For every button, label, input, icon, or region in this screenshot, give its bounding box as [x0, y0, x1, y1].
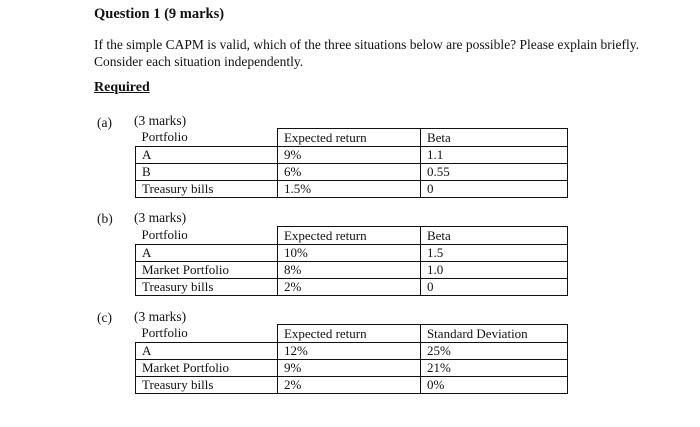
- table-cell: A: [136, 245, 278, 262]
- table-cell: 0: [420, 181, 567, 198]
- part-c-label: (c): [97, 310, 112, 325]
- header-cell: Portfolio: [141, 227, 188, 243]
- table-cell: 2%: [277, 377, 420, 394]
- required-heading: Required: [94, 80, 150, 95]
- table-cell: A: [136, 147, 278, 164]
- part-b-marks: (3 marks): [134, 210, 187, 225]
- table-row: [136, 377, 568, 394]
- table-cell: Treasury bills: [136, 279, 278, 296]
- table-cell: 1.0: [420, 262, 567, 279]
- header-cell: Expected return: [277, 129, 420, 147]
- table-row: [136, 343, 568, 360]
- part-a-marks: (3 marks): [134, 113, 187, 128]
- table-cell: 0.55: [420, 164, 567, 181]
- table-cell: 6%: [277, 164, 420, 181]
- table-cell: 10%: [277, 245, 420, 262]
- table-cell: Market Portfolio: [136, 360, 278, 377]
- table-row: [136, 147, 568, 164]
- table-row: [136, 245, 568, 262]
- table-cell: Market Portfolio: [136, 262, 278, 279]
- part-b-table: [135, 226, 568, 296]
- header-cell: Standard Deviation: [420, 325, 567, 343]
- table-cell: 25%: [420, 343, 567, 360]
- header-cell: Portfolio: [141, 325, 188, 341]
- header-cell: Portfolio: [141, 129, 188, 145]
- part-a-label: (a): [97, 115, 112, 130]
- table-cell: 0%: [420, 377, 567, 394]
- table-cell: 9%: [277, 360, 420, 377]
- table-cell: 1.5: [420, 245, 567, 262]
- header-cell: Expected return: [277, 227, 420, 245]
- table-cell: Treasury bills: [136, 181, 278, 198]
- table-cell: 9%: [277, 147, 420, 164]
- part-c-marks: (3 marks): [134, 309, 187, 324]
- table-row: [136, 360, 568, 377]
- table-header-row: [136, 325, 568, 343]
- table-row: [136, 164, 568, 181]
- table-header-row: [136, 129, 568, 147]
- part-c-table: [135, 324, 568, 394]
- table-row: [136, 181, 568, 198]
- table-cell: A: [136, 343, 278, 360]
- table-cell: 0: [420, 279, 567, 296]
- table-row: [136, 262, 568, 279]
- table-cell: 2%: [277, 279, 420, 296]
- part-b-label: (b): [97, 211, 113, 226]
- table-cell: B: [136, 164, 278, 181]
- table-cell: 12%: [277, 343, 420, 360]
- table-row: [136, 279, 568, 296]
- part-a-table: [135, 128, 568, 198]
- question-title: Question 1 (9 marks): [94, 6, 225, 22]
- table-header-row: [136, 227, 568, 245]
- table-cell: 1.1: [420, 147, 567, 164]
- header-cell: Expected return: [277, 325, 420, 343]
- table-cell: Treasury bills: [136, 377, 278, 394]
- question-intro: If the simple CAPM is valid, which of the three situations below are possible? Please explain briefly. Consider each situation independently.: [94, 37, 640, 69]
- table-cell: 1.5%: [277, 181, 420, 198]
- header-cell: Beta: [420, 227, 567, 245]
- table-cell: 21%: [420, 360, 567, 377]
- header-cell: Beta: [420, 129, 567, 147]
- table-cell: 8%: [277, 262, 420, 279]
